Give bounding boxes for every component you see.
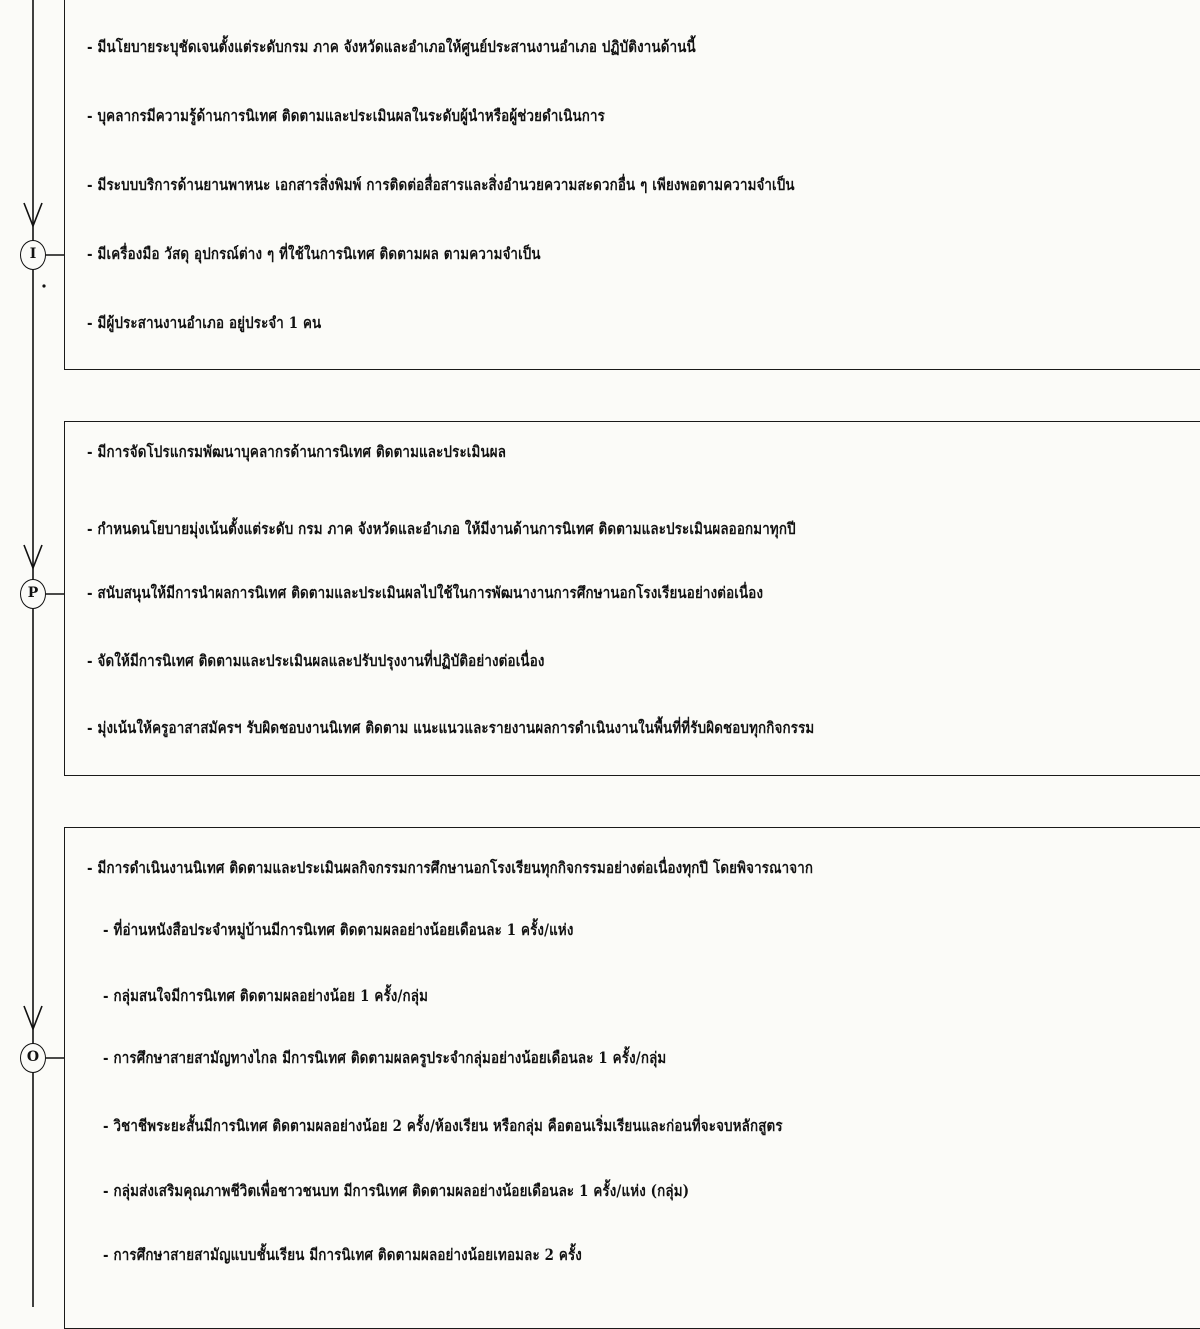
input-node: I (20, 240, 46, 270)
process-item-3: - สนับสนุนให้มีการนำผลการนิเทศ ติดตามและประเมินผลไปใช้ในการพัฒนางานการศึกษานอกโรงเรียนอย่างต่อเนื่อง (87, 583, 764, 602)
process-node: P (20, 579, 46, 609)
output-item-2: - กลุ่มสนใจมีการนิเทศ ติดตามผลอย่างน้อย 1 ครั้ง/กลุ่ม (103, 986, 429, 1005)
input-item-2: - บุคลากรมีความรู้ด้านการนิเทศ ติดตามและประเมินผลในระดับผู้นำหรือผู้ช่วยดำเนินการ (87, 106, 606, 125)
input-item-3: - มีระบบบริการด้านยานพาหนะ เอกสารสิ่งพิมพ์ การติดต่อสื่อสารและสิ่งอำนวยความสะดวกอื่น ๆ เพียงพอตามความจำเป็น (87, 175, 795, 194)
stray-dot (42, 284, 45, 287)
output-node: O (20, 1043, 46, 1073)
process-item-4: - จัดให้มีการนิเทศ ติดตามและประเมินผลและปรับปรุงงานที่ปฏิบัติอย่างต่อเนื่อง (87, 651, 545, 670)
output-item-3: - การศึกษาสายสามัญทางไกล มีการนิเทศ ติดตามผลครูประจำกลุ่มอย่างน้อยเดือนละ 1 ครั้ง/กลุ่ม (103, 1048, 667, 1067)
input-item-1: - มีนโยบายระบุชัดเจนตั้งแต่ระดับกรม ภาค จังหวัดและอำเภอให้ศูนย์ประสานงานอำเภอ ปฏิบัติงานด้านนี้ (87, 37, 696, 56)
input-item-5: - มีผู้ประสานงานอำเภอ อยู่ประจำ 1 คน (87, 313, 322, 332)
output-lead: - มีการดำเนินงานนิเทศ ติดตามและประเมินผลกิจกรรมการศึกษานอกโรงเรียนทุกกิจกรรมอย่างต่อเนื่องทุกปี โดยพิจารณาจาก (87, 858, 814, 877)
output-item-4: - วิชาชีพระยะสั้นมีการนิเทศ ติดตามผลอย่างน้อย 2 ครั้ง/ห้องเรียน หรือกลุ่ม คือตอนเริ่มเรียนและก่อนที่จะจบหลักสูตร (103, 1116, 783, 1135)
output-item-6: - การศึกษาสายสามัญแบบชั้นเรียน มีการนิเทศ ติดตามผลอย่างน้อยเทอมละ 2 ครั้ง (103, 1245, 582, 1264)
output-item-1: - ที่อ่านหนังสือประจำหมู่บ้านมีการนิเทศ ติดตามผลอย่างน้อยเดือนละ 1 ครั้ง/แห่ง (103, 920, 574, 939)
process-item-2: - กำหนดนโยบายมุ่งเน้นตั้งแต่ระดับ กรม ภาค จังหวัดและอำเภอ ให้มีงานด้านการนิเทศ ติดตามและประเมินผลออกมาทุกปี (87, 519, 796, 538)
process-item-1: - มีการจัดโปรแกรมพัฒนาบุคลากรด้านการนิเทศ ติดตามและประเมินผล (87, 442, 507, 461)
process-item-5: - มุ่งเน้นให้ครูอาสาสมัครฯ รับผิดชอบงานนิเทศ ติดตาม แนะแนวและรายงานผลการดำเนินงานในพื้นที่ที่รับผิดชอบทุกกิจกรรม (87, 718, 815, 737)
output-item-5: - กลุ่มส่งเสริมคุณภาพชีวิตเพื่อชาวชนบท มีการนิเทศ ติดตามผลอย่างน้อยเดือนละ 1 ครั้ง/แห่ง (กลุ่ม) (103, 1181, 690, 1200)
input-item-4: - มีเครื่องมือ วัสดุ อุปกรณ์ต่าง ๆ ที่ใช้ในการนิเทศ ติดตามผล ตามความจำเป็น (87, 244, 541, 263)
